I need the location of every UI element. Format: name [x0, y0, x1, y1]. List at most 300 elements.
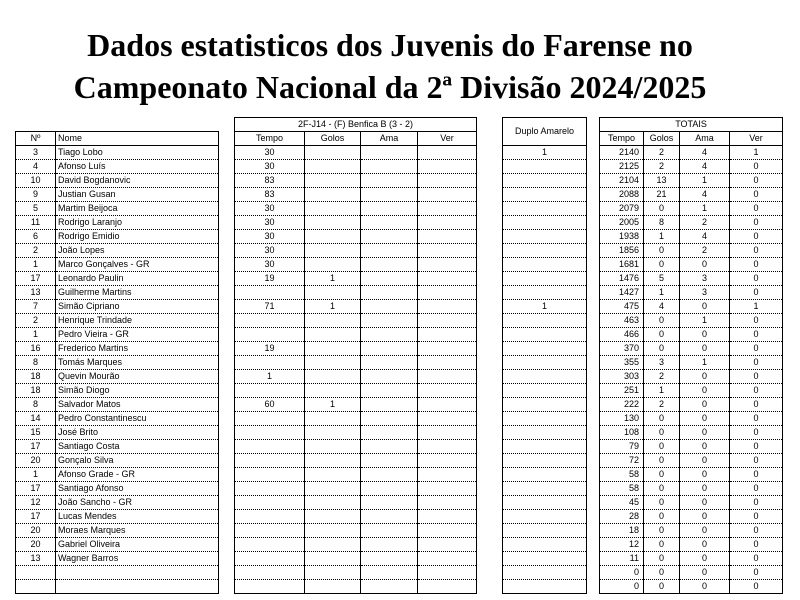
total-ama: 0 — [680, 384, 730, 398]
match-ver — [418, 202, 477, 216]
total-ver: 0 — [730, 286, 783, 300]
total-tempo: 108 — [600, 426, 644, 440]
player-name: Tomás Marques — [56, 356, 219, 370]
totals-row — [600, 552, 783, 566]
player-number: 6 — [16, 230, 56, 244]
match-golos — [305, 370, 361, 384]
duplo-header-row — [503, 118, 587, 146]
totals-header-row — [600, 132, 783, 146]
player-number: 11 — [16, 216, 56, 230]
player-row — [16, 482, 219, 496]
total-ama: 3 — [680, 286, 730, 300]
player-number: 3 — [16, 146, 56, 160]
total-golos: 0 — [644, 566, 680, 580]
duplo-row — [503, 580, 587, 594]
duplo-amarelo-value — [503, 454, 587, 468]
match-ama — [361, 496, 418, 510]
total-ver: 0 — [730, 370, 783, 384]
player-name: Santiago Costa — [56, 440, 219, 454]
total-ver: 0 — [730, 230, 783, 244]
player-number: 20 — [16, 454, 56, 468]
total-ama: 0 — [680, 524, 730, 538]
player-name: Salvador Matos — [56, 398, 219, 412]
total-ver: 0 — [730, 202, 783, 216]
match-ver — [418, 160, 477, 174]
total-ver: 0 — [730, 314, 783, 328]
totals-row — [600, 314, 783, 328]
match-row — [235, 202, 477, 216]
match-ama — [361, 216, 418, 230]
player-row — [16, 272, 219, 286]
duplo-row — [503, 496, 587, 510]
match-ver — [418, 552, 477, 566]
total-ama: 0 — [680, 468, 730, 482]
total-ama: 0 — [680, 580, 730, 594]
match-tempo — [235, 566, 305, 580]
total-tempo: 222 — [600, 398, 644, 412]
match-ama — [361, 258, 418, 272]
match-ama — [361, 538, 418, 552]
total-ver: 0 — [730, 384, 783, 398]
total-ver: 0 — [730, 566, 783, 580]
duplo-amarelo-value — [503, 258, 587, 272]
duplo-amarelo-value — [503, 356, 587, 370]
totals-row — [600, 482, 783, 496]
match-row — [235, 482, 477, 496]
duplo-amarelo-value — [503, 580, 587, 594]
total-golos: 1 — [644, 384, 680, 398]
total-ver: 0 — [730, 440, 783, 454]
player-name: Afonso Luís — [56, 160, 219, 174]
match-golos — [305, 356, 361, 370]
player-name: Pedro Vieira - GR — [56, 328, 219, 342]
match-golos — [305, 426, 361, 440]
player-row — [16, 398, 219, 412]
match-golos — [305, 552, 361, 566]
match-ama — [361, 412, 418, 426]
player-name: Simão Cipriano — [56, 300, 219, 314]
totals-title-row — [600, 118, 783, 132]
player-name: Afonso Grade - GR — [56, 468, 219, 482]
duplo-amarelo-value — [503, 496, 587, 510]
match-ama — [361, 328, 418, 342]
player-number: 2 — [16, 314, 56, 328]
duplo-row — [503, 244, 587, 258]
total-golos: 2 — [644, 160, 680, 174]
player-number: 17 — [16, 440, 56, 454]
total-ama: 1 — [680, 356, 730, 370]
total-tempo: 18 — [600, 524, 644, 538]
match-ama — [361, 300, 418, 314]
match-tempo: 19 — [235, 342, 305, 356]
player-row — [16, 454, 219, 468]
match-ver — [418, 230, 477, 244]
match-row — [235, 244, 477, 258]
total-tempo: 1856 — [600, 244, 644, 258]
total-ver: 0 — [730, 468, 783, 482]
match-ver — [418, 468, 477, 482]
duplo-amarelo-value — [503, 216, 587, 230]
total-golos: 0 — [644, 412, 680, 426]
player-name: David Bogdanovic — [56, 174, 219, 188]
match-ver — [418, 566, 477, 580]
duplo-row — [503, 342, 587, 356]
match-ver — [418, 146, 477, 160]
total-golos: 0 — [644, 552, 680, 566]
player-name: Simão Diogo — [56, 384, 219, 398]
match-golos — [305, 468, 361, 482]
totals-title: TOTAIS — [600, 118, 783, 132]
totals-row — [600, 216, 783, 230]
player-name: Santiago Afonso — [56, 482, 219, 496]
player-name: Martim Beijoca — [56, 202, 219, 216]
match-tempo — [235, 328, 305, 342]
duplo-amarelo-value: 1 — [503, 146, 587, 160]
player-row — [16, 216, 219, 230]
total-ama: 0 — [680, 566, 730, 580]
total-tempo: 0 — [600, 566, 644, 580]
player-row — [16, 342, 219, 356]
player-number: 13 — [16, 286, 56, 300]
total-golos: 0 — [644, 454, 680, 468]
match-tempo — [235, 580, 305, 594]
duplo-amarelo-value — [503, 398, 587, 412]
total-tempo: 1476 — [600, 272, 644, 286]
total-ver: 0 — [730, 258, 783, 272]
duplo-row — [503, 286, 587, 300]
player-name: Gonçalo Silva — [56, 454, 219, 468]
total-ama: 1 — [680, 314, 730, 328]
match-row — [235, 356, 477, 370]
match-tempo: 30 — [235, 160, 305, 174]
duplo-amarelo-value — [503, 566, 587, 580]
match-ver — [418, 398, 477, 412]
player-row — [16, 552, 219, 566]
duplo-amarelo-table — [502, 117, 587, 594]
totals-row — [600, 496, 783, 510]
match-golos — [305, 230, 361, 244]
total-golos: 13 — [644, 174, 680, 188]
match-tempo — [235, 286, 305, 300]
totals-row — [600, 342, 783, 356]
match-ver — [418, 454, 477, 468]
total-ama: 2 — [680, 244, 730, 258]
total-ama: 0 — [680, 440, 730, 454]
totals-row — [600, 398, 783, 412]
duplo-amarelo-value — [503, 468, 587, 482]
duplo-amarelo-value: 1 — [503, 300, 587, 314]
total-tempo: 12 — [600, 538, 644, 552]
player-name: Rodrigo Laranjo — [56, 216, 219, 230]
match-ver — [418, 216, 477, 230]
match-golos — [305, 286, 361, 300]
total-ver: 0 — [730, 454, 783, 468]
match-tempo — [235, 496, 305, 510]
duplo-row — [503, 454, 587, 468]
match-ama — [361, 202, 418, 216]
total-ama: 4 — [680, 146, 730, 160]
match-row — [235, 286, 477, 300]
player-row — [16, 202, 219, 216]
match-golos — [305, 160, 361, 174]
match-ama — [361, 440, 418, 454]
player-number: 12 — [16, 496, 56, 510]
match-golos — [305, 454, 361, 468]
total-golos: 0 — [644, 258, 680, 272]
player-name: Gabriel Oliveira — [56, 538, 219, 552]
player-number: 15 — [16, 426, 56, 440]
match-row — [235, 146, 477, 160]
match-table — [234, 117, 477, 594]
match-golos — [305, 524, 361, 538]
total-ver: 0 — [730, 216, 783, 230]
match-tempo — [235, 468, 305, 482]
player-name: Leonardo Paulin — [56, 272, 219, 286]
match-ama — [361, 160, 418, 174]
match-ver — [418, 300, 477, 314]
total-tempo: 303 — [600, 370, 644, 384]
player-number: 17 — [16, 482, 56, 496]
duplo-row — [503, 314, 587, 328]
total-ama: 1 — [680, 202, 730, 216]
total-tempo: 45 — [600, 496, 644, 510]
match-ama — [361, 356, 418, 370]
total-golos: 0 — [644, 342, 680, 356]
match-ama — [361, 552, 418, 566]
duplo-amarelo-value — [503, 328, 587, 342]
player-number: 7 — [16, 300, 56, 314]
duplo-row — [503, 482, 587, 496]
match-tempo: 30 — [235, 202, 305, 216]
duplo-amarelo-value — [503, 202, 587, 216]
match-tempo: 30 — [235, 146, 305, 160]
duplo-amarelo-value — [503, 272, 587, 286]
match-tempo — [235, 538, 305, 552]
match-ver — [418, 314, 477, 328]
match-ama — [361, 174, 418, 188]
match-golos — [305, 146, 361, 160]
player-row — [16, 468, 219, 482]
match-row — [235, 258, 477, 272]
match-row — [235, 370, 477, 384]
duplo-row — [503, 230, 587, 244]
player-name: Wagner Barros — [56, 552, 219, 566]
player-number: 17 — [16, 510, 56, 524]
total-ver: 0 — [730, 552, 783, 566]
match-ver — [418, 286, 477, 300]
player-row — [16, 566, 219, 580]
match-ver — [418, 174, 477, 188]
total-tempo: 28 — [600, 510, 644, 524]
total-ver: 0 — [730, 482, 783, 496]
match-ver — [418, 384, 477, 398]
duplo-header: Duplo Amarelo — [503, 118, 587, 146]
duplo-row — [503, 328, 587, 342]
player-number: 10 — [16, 174, 56, 188]
duplo-amarelo-value — [503, 160, 587, 174]
match-ama — [361, 286, 418, 300]
players-header-row — [16, 132, 219, 146]
match-golos — [305, 174, 361, 188]
total-ver: 0 — [730, 538, 783, 552]
duplo-row — [503, 566, 587, 580]
match-tempo — [235, 440, 305, 454]
match-row — [235, 454, 477, 468]
match-ver — [418, 272, 477, 286]
match-tempo — [235, 356, 305, 370]
match-tempo: 30 — [235, 258, 305, 272]
player-name: Frederico Martins — [56, 342, 219, 356]
total-golos: 0 — [644, 580, 680, 594]
match-row — [235, 188, 477, 202]
match-row — [235, 272, 477, 286]
duplo-amarelo-value — [503, 552, 587, 566]
match-tempo: 71 — [235, 300, 305, 314]
total-tempo: 58 — [600, 482, 644, 496]
duplo-row — [503, 384, 587, 398]
player-number — [16, 566, 56, 580]
totals-col-ver: Ver — [730, 132, 783, 146]
match-row — [235, 314, 477, 328]
player-number: 16 — [16, 342, 56, 356]
player-row — [16, 314, 219, 328]
totals-row — [600, 286, 783, 300]
total-golos: 3 — [644, 356, 680, 370]
player-number: 13 — [16, 552, 56, 566]
match-ama — [361, 482, 418, 496]
total-ver: 0 — [730, 580, 783, 594]
match-row — [235, 426, 477, 440]
match-ver — [418, 412, 477, 426]
total-ver: 0 — [730, 174, 783, 188]
total-tempo: 2140 — [600, 146, 644, 160]
total-golos: 0 — [644, 538, 680, 552]
player-name: Moraes Marques — [56, 524, 219, 538]
player-row — [16, 160, 219, 174]
match-ver — [418, 440, 477, 454]
player-number: 18 — [16, 384, 56, 398]
duplo-row — [503, 272, 587, 286]
total-golos: 0 — [644, 244, 680, 258]
duplo-row — [503, 370, 587, 384]
match-golos — [305, 342, 361, 356]
totals-row — [600, 244, 783, 258]
match-tempo — [235, 510, 305, 524]
total-tempo: 79 — [600, 440, 644, 454]
match-ama — [361, 230, 418, 244]
total-golos: 2 — [644, 398, 680, 412]
total-ama: 0 — [680, 300, 730, 314]
total-golos: 0 — [644, 524, 680, 538]
match-golos — [305, 314, 361, 328]
match-tempo: 19 — [235, 272, 305, 286]
duplo-row — [503, 538, 587, 552]
duplo-row — [503, 174, 587, 188]
player-row — [16, 188, 219, 202]
match-golos: 1 — [305, 300, 361, 314]
duplo-row — [503, 468, 587, 482]
match-golos — [305, 566, 361, 580]
totals-row — [600, 510, 783, 524]
match-row — [235, 398, 477, 412]
match-golos — [305, 202, 361, 216]
match-ama — [361, 384, 418, 398]
total-tempo: 72 — [600, 454, 644, 468]
duplo-amarelo-value — [503, 188, 587, 202]
match-row — [235, 342, 477, 356]
player-name: Henrique Trindade — [56, 314, 219, 328]
total-tempo: 251 — [600, 384, 644, 398]
total-tempo: 355 — [600, 356, 644, 370]
total-tempo: 2088 — [600, 188, 644, 202]
player-name: Rodrigo Emidio — [56, 230, 219, 244]
duplo-amarelo-value — [503, 538, 587, 552]
duplo-row — [503, 398, 587, 412]
match-ver — [418, 188, 477, 202]
totals-col-ama: Ama — [680, 132, 730, 146]
duplo-row — [503, 160, 587, 174]
total-ver: 0 — [730, 188, 783, 202]
total-ama: 0 — [680, 328, 730, 342]
total-ver: 0 — [730, 328, 783, 342]
total-golos: 0 — [644, 426, 680, 440]
duplo-row — [503, 146, 587, 160]
match-golos — [305, 440, 361, 454]
player-number: 4 — [16, 160, 56, 174]
player-number: 17 — [16, 272, 56, 286]
total-ama: 0 — [680, 342, 730, 356]
player-row — [16, 524, 219, 538]
player-row — [16, 286, 219, 300]
match-ama — [361, 524, 418, 538]
match-ama — [361, 566, 418, 580]
total-ver: 0 — [730, 496, 783, 510]
duplo-amarelo-value — [503, 524, 587, 538]
total-ama: 0 — [680, 510, 730, 524]
match-ver — [418, 524, 477, 538]
player-number: 20 — [16, 538, 56, 552]
total-ver: 0 — [730, 160, 783, 174]
player-name: Justian Gusan — [56, 188, 219, 202]
duplo-row — [503, 524, 587, 538]
match-ama — [361, 146, 418, 160]
total-ama: 0 — [680, 552, 730, 566]
match-row — [235, 524, 477, 538]
player-row — [16, 244, 219, 258]
total-ver: 0 — [730, 398, 783, 412]
totals-row — [600, 566, 783, 580]
match-ver — [418, 510, 477, 524]
total-tempo: 2079 — [600, 202, 644, 216]
total-ama: 4 — [680, 160, 730, 174]
totals-row — [600, 230, 783, 244]
player-name: João Sancho - GR — [56, 496, 219, 510]
match-row — [235, 440, 477, 454]
totals-col-tempo: Tempo — [600, 132, 644, 146]
duplo-amarelo-value — [503, 384, 587, 398]
total-tempo: 1938 — [600, 230, 644, 244]
duplo-row — [503, 412, 587, 426]
total-ama: 0 — [680, 258, 730, 272]
totals-row — [600, 356, 783, 370]
player-row — [16, 510, 219, 524]
totals-row — [600, 580, 783, 594]
totals-table — [599, 117, 783, 594]
duplo-amarelo-value — [503, 230, 587, 244]
total-golos: 0 — [644, 496, 680, 510]
player-name: Guilherme Martins — [56, 286, 219, 300]
match-golos — [305, 482, 361, 496]
